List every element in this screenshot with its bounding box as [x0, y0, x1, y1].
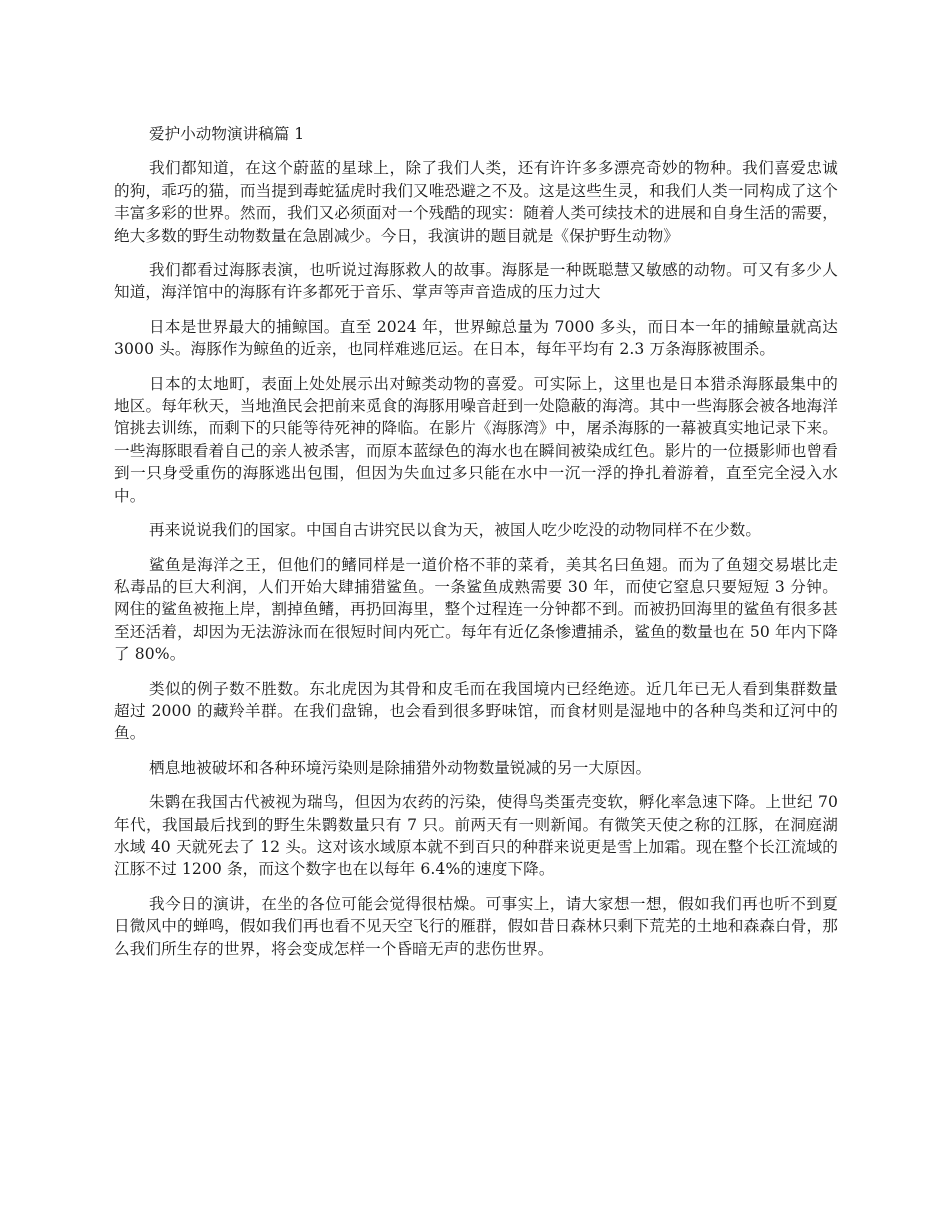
paragraph-habitat: 栖息地被破坏和各种环境污染则是除捕猎外动物数量锐减的另一大原因。	[149, 758, 652, 777]
document-body	[114, 123, 838, 972]
paragraph-japan-whaling: 日本是世界最大的捕鲸国。直至 2024 年，世界鲸总量为 7000 多头，而日本一年的捕鲸量就高达 3000 头。海豚作为鲸鱼的近亲，也同样难逃厄运。在日本，每年平均有 2.3 万条海豚被围杀。	[114, 317, 838, 359]
paragraph-shark-fin: 鲨鱼是海洋之王，但他们的鳍同样是一道价格不菲的菜肴，美其名曰鱼翅。而为了鱼翅交易堪比走私毒品的巨大利润，人们开始大肆捕猎鲨鱼。一条鲨鱼成熟需要 30 年，而使它窒息只要短短 3 分钟。网住的鲨鱼被拖上岸，割掉鱼鳍，再扔回海里，整个过程连一分钟都不到。而被扔回海里的鲨鱼有很多甚至还活着，却因为无法游泳而在很短时间内死亡。每年有近亿条惨遭捕杀，鲨鱼的数量也在 50 年内下降了 80%。	[114, 555, 838, 664]
paragraph-taiji: 日本的太地町，表面上处处展示出对鲸类动物的喜爱。可实际上，这里也是日本猎杀海豚最集中的地区。每年秋天，当地渔民会把前来觅食的海豚用噪音赶到一处隐蔽的海湾。其中一些海豚会被各地海洋馆挑去训练，而剩下的只能等待死神的降临。在影片《海豚湾》中，屠杀海豚的一幕被真实地记录下来。一些海豚眼看着自己的亲人被杀害，而原本蓝绿色的海水也在瞬间被染成红色。影片的一位摄影师也曾看到一只身受重伤的海豚逃出包围，但因为失血过多只能在水中一沉一浮的挣扎着游着，直至完全浸入水中。	[114, 374, 838, 505]
paragraph-china: 再来说说我们的国家。中国自古讲究民以食为天，被国人吃少吃没的动物同样不在少数。	[149, 521, 762, 540]
document-title: 爱护小动物演讲稿篇 1	[149, 125, 305, 143]
paragraph-examples: 类似的例子数不胜数。东北虎因为其骨和皮毛而在我国境内已经绝迹。近几年已无人看到集群数量超过 2000 的藏羚羊群。在我们盘锦，也会看到很多野味馆，而食材则是湿地中的各种鸟类和辽河中的鱼。	[114, 679, 838, 743]
paragraph-intro: 我们都知道，在这个蔚蓝的星球上，除了我们人类，还有许许多多漂亮奇妙的物种。我们喜爱忠诚的狗，乖巧的猫，而当提到毒蛇猛虎时我们又唯恐避之不及。这是这些生灵，和我们人类一同构成了这个丰富多彩的世界。然而，我们又必须面对一个残酷的现实：随着人类可续技术的进展和自身生活的需要，绝大多数的野生动物数量在急剧减少。今日，我演讲的题目就是《保护野生动物》	[114, 159, 838, 245]
paragraph-conclusion: 我今日的演讲，在坐的各位可能会觉得很枯燥。可事实上，请大家想一想，假如我们再也听不到夏日微风中的蝉鸣，假如我们再也看不见天空飞行的雁群，假如昔日森林只剩下荒芜的土地和森森白骨，那么我们所生存的世界，将会变成怎样一个昏暗无声的悲伤世界。	[114, 894, 838, 958]
paragraph-ibis-porpoise: 朱鹮在我国古代被视为瑞鸟，但因为农药的污染，使得鸟类蛋壳变软，孵化率急速下降。上世纪 70 年代，我国最后找到的野生朱鹮数量只有 7 只。前两天有一则新闻。有微笑天使之称的江豚，在洞庭湖水域 40 天就死去了 12 头。这对该水域原本就不到百只的种群来说更是雪上加霜。现在整个长江流域的江豚不过 1200 条，而这个数字也在以每年 6.4%的速度下降。	[114, 793, 838, 879]
paragraph-dolphin-show: 我们都看过海豚表演，也听说过海豚救人的故事。海豚是一种既聪慧又敏感的动物。可又有多少人知道，海洋馆中的海豚有许多都死于音乐、掌声等声音造成的压力过大	[114, 261, 838, 302]
